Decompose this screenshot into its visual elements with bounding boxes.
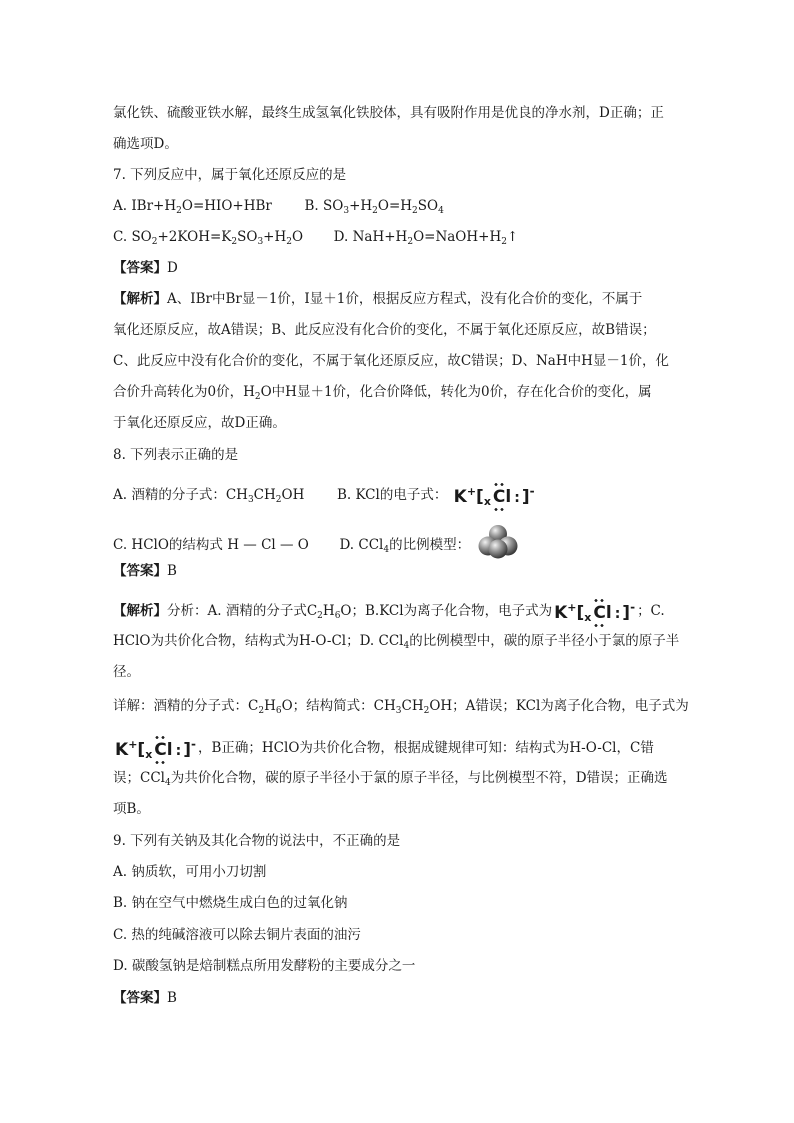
q8-analysis-line: 【解析】分析：A. 酒精的分子式$C_2H_6O$；B.KCl为离子化合物，电子式为 K+[x Cl : ]- ；C. (113, 597, 665, 628)
q7-option-b: $SO_3+H_2O=H_2SO_4$ (323, 198, 444, 216)
q9-option-c: C. 热的纯碱溶液可以除去铜片表面的油污 (113, 927, 361, 943)
q6-explanation-line: 确选项D。 (113, 136, 178, 152)
kcl-electron-formula: K+[x Cl : ]- (115, 737, 196, 761)
q8-option-b: B. KCl的电子式： (336, 487, 448, 503)
q7-analysis-line: 于氧化还原反应，故D正确。 (113, 415, 286, 431)
q7-option-c: $SO_2+2KOH=K_2SO_3+H_2O$ (131, 229, 304, 247)
q7-option-d-label: D. (333, 229, 353, 245)
q8-options-cd (113, 525, 518, 564)
q8-option-d: D. CCl$_4$的比例模型： (339, 537, 471, 555)
q9-option-a: A. 钠质软，可用小刀切割 (113, 864, 267, 880)
q7-stem: 7. 下列反应中，属于氧化还原反应的是 (113, 167, 347, 183)
q7-option-d: $NaH+H_2O=NaOH+H_2↑$ (352, 229, 519, 247)
kcl-electron-formula: K+[x Cl : ]- (453, 484, 535, 508)
q8-detail-line: K+[x Cl : ]- ，B正确；HClO为共价化合物，根据成键规律可知：结构式为H-O-Cl，C错 (113, 734, 654, 765)
q7-analysis-line: C、此反应中没有化合价的变化，不属于氧化还原反应，故C错误；D、NaH中H显－1价，化 (113, 353, 669, 369)
kcl-electron-formula: K+[x Cl : ]- (554, 600, 636, 624)
q8-analysis-line: HClO为共价化合物，结构式为H-O-Cl；D. CCl$_4$的比例模型中，碳的原子半径小于氯的原子半 (113, 633, 680, 651)
q9-option-b: B. 钠在空气中燃烧生成白色的过氧化钠 (113, 895, 348, 911)
q8-detail-line: 项B。 (113, 801, 150, 817)
q7-option-a-label: A. (113, 198, 132, 214)
q7-option-b-label: B. (304, 198, 323, 214)
q6-explanation-line: 氯化铁、硫酸亚铁水解，最终生成氢氧化铁胶体，具有吸附作用是优良的净水剂，D正确；正 (113, 105, 664, 121)
q7-analysis-line: 氧化还原反应，故A错误；B、此反应没有化合价的变化，不属于氧化还原反应，故B错误； (113, 322, 656, 338)
q8-analysis-line: 径。 (113, 664, 140, 680)
q8-option-c: C. HClO的结构式 H — Cl — O (113, 537, 309, 553)
q7-options-ab (113, 197, 444, 220)
q8-stem: 8. 下列表示正确的是 (113, 447, 239, 463)
q8-detail-line: 误；CCl$_4$为共价化合物，碳的原子半径小于氯的原子半径，与比例模型不符，D错误；正确选 (113, 770, 668, 788)
q7-options-cd (113, 228, 518, 251)
q7-answer: 【答案】D (113, 260, 178, 276)
q7-option-a: $IBr+H_2O=HIO+HBr$ (131, 198, 272, 216)
q9-option-d: D. 碳酸氢钠是焙制糕点所用发酵粉的主要成分之一 (113, 958, 416, 974)
q7-analysis-line: 合价升高转化为0价，$H_2O$中H显＋1价，化合价降低，转化为0价，存在化合价的变化，属 (113, 384, 652, 402)
q8-detail-line: 详解：酒精的分子式：$C_2H_6O$；结构简式：$CH_3CH_2OH$；A错误；KCl为离子化合物，电子式为 (113, 698, 689, 716)
q9-stem: 9. 下列有关钠及其化合物的说法中，不正确的是 (113, 833, 401, 849)
q7-option-c-label: C. (113, 229, 132, 245)
q9-answer: 【答案】B (113, 990, 177, 1006)
q8-options-ab (113, 481, 537, 512)
q7-analysis-line: 【解析】A、IBr中Br显－1价，I显＋1价，根据反应方程式，没有化合价的变化，不属于 (113, 291, 643, 307)
q8-option-a: A. 酒精的分子式：$CH_3CH_2OH$ (113, 487, 305, 505)
q8-answer: 【答案】B (113, 563, 177, 579)
ccl4-space-filling-model-icon (478, 525, 518, 564)
